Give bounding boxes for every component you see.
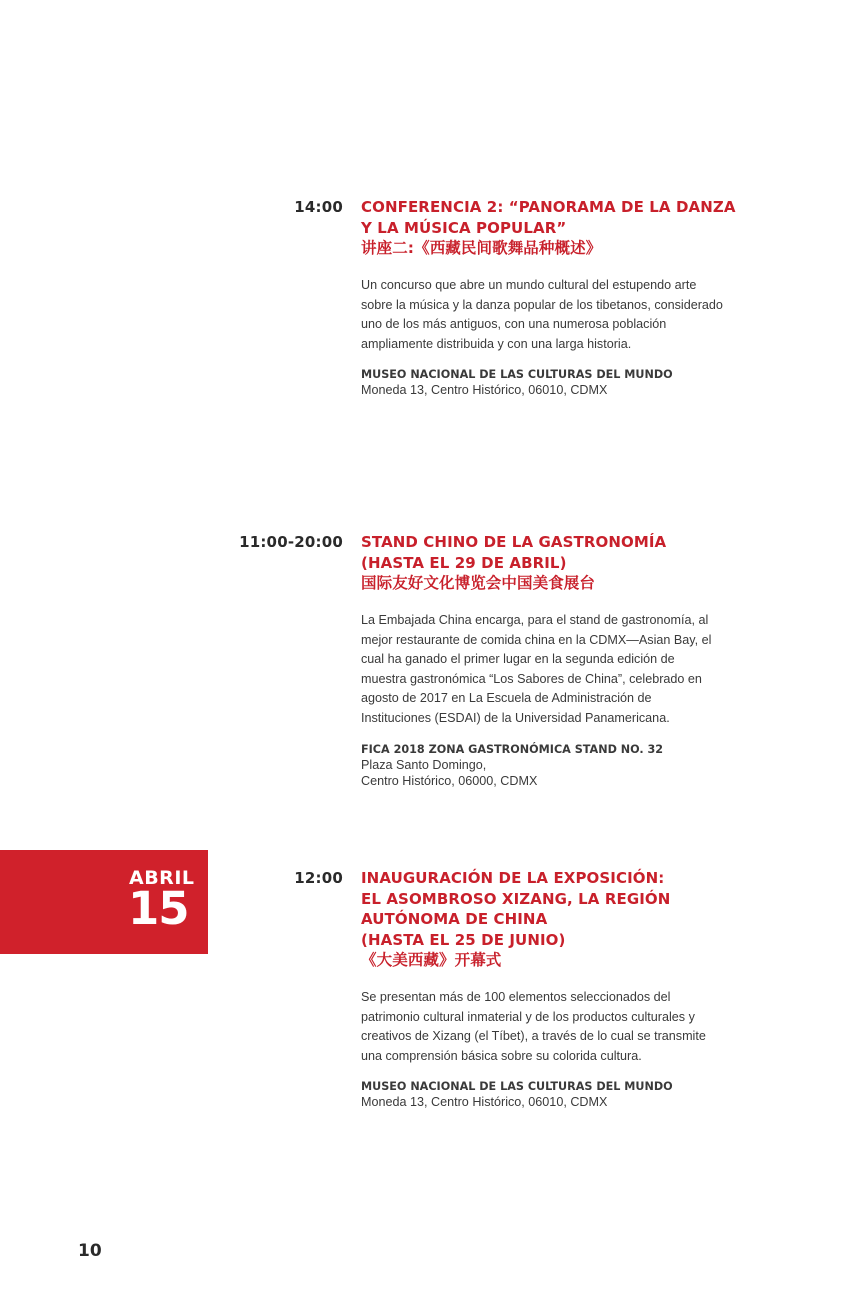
venue-address: Moneda 13, Centro Histórico, 06010, CDMX (361, 1095, 608, 1110)
event-title-chinese: 国际友好文化博览会中国美食展台 (361, 574, 596, 592)
event-venue (361, 1079, 723, 1110)
event-title-line: (HASTA EL 29 DE ABRIL) (361, 553, 567, 572)
event-title (361, 868, 723, 971)
event-title (361, 197, 736, 259)
event-title-line: CONFERENCIA 2: “PANORAMA DE LA DANZA (361, 198, 736, 216)
page-number: 10 (78, 1241, 102, 1261)
event-content (361, 868, 723, 1110)
event-title-line: STAND CHINO DE LA GASTRONOMÍA (361, 533, 667, 551)
event-title-chinese: 《大美西藏》开幕式 (361, 951, 502, 969)
event-title-line: Y LA MÚSICA POPULAR” (361, 218, 567, 237)
event-venue (361, 367, 723, 398)
venue-name: MUSEO NACIONAL DE LAS CULTURAS DEL MUNDO (361, 368, 673, 382)
venue-name: FICA 2018 ZONA GASTRONÓMICA STAND NO. 32 (361, 742, 664, 756)
date-month: ABRIL (129, 867, 195, 889)
event-content (361, 532, 723, 789)
event-time: 14:00 (294, 198, 343, 216)
event-title-chinese: 讲座二:《西藏民间歌舞品种概述》 (361, 239, 602, 257)
event-description: La Embajada China encarga, para el stand de gastronomía, al mejor restaurante de comida china en la CDMX—Asian Bay, el cual ha ganado el primer lugar en la segunda edición de muestra gastronómica “Los Sabores de China”, celebrado en agosto de 2017 en La Escuela de Administración de Instituciones (ESDAI) de la Universidad Panamericana. (361, 613, 712, 725)
venue-address: Plaza Santo Domingo, (361, 757, 487, 772)
event-title (361, 532, 723, 594)
event-venue (361, 742, 723, 789)
event-title-line: EL ASOMBROSO XIZANG, LA REGIÓN (361, 889, 671, 908)
event-title-line: (HASTA EL 25 DE JUNIO) (361, 930, 566, 949)
venue-address: Moneda 13, Centro Histórico, 06010, CDMX (361, 383, 608, 398)
event-description: Un concurso que abre un mundo cultural del estupendo arte sobre la música y la danza popular de los tibetanos, considerado uno de los más antiguos, con una numerosa población ampliamente distribuida y con una larga historia. (361, 278, 723, 351)
event-time: 11:00-20:00 (239, 533, 343, 551)
event-description: Se presentan más de 100 elementos seleccionados del patrimonio cultural inmaterial y de los productos culturales y creativos de Xizang (el Tíbet), a través de lo cual se transmite una comprensión básica sobre su colorida cultura. (361, 990, 706, 1063)
venue-address: Centro Histórico, 06000, CDMX (361, 773, 538, 788)
event-title-line: INAUGURACIÓN DE LA EXPOSICIÓN: (361, 869, 665, 887)
date-block (0, 850, 208, 954)
event-title-line: AUTÓNOMA DE CHINA (361, 910, 548, 928)
event-content (361, 197, 736, 398)
event-time: 12:00 (294, 869, 343, 887)
venue-name: MUSEO NACIONAL DE LAS CULTURAS DEL MUNDO (361, 1080, 673, 1094)
date-day: 15 (128, 882, 189, 935)
